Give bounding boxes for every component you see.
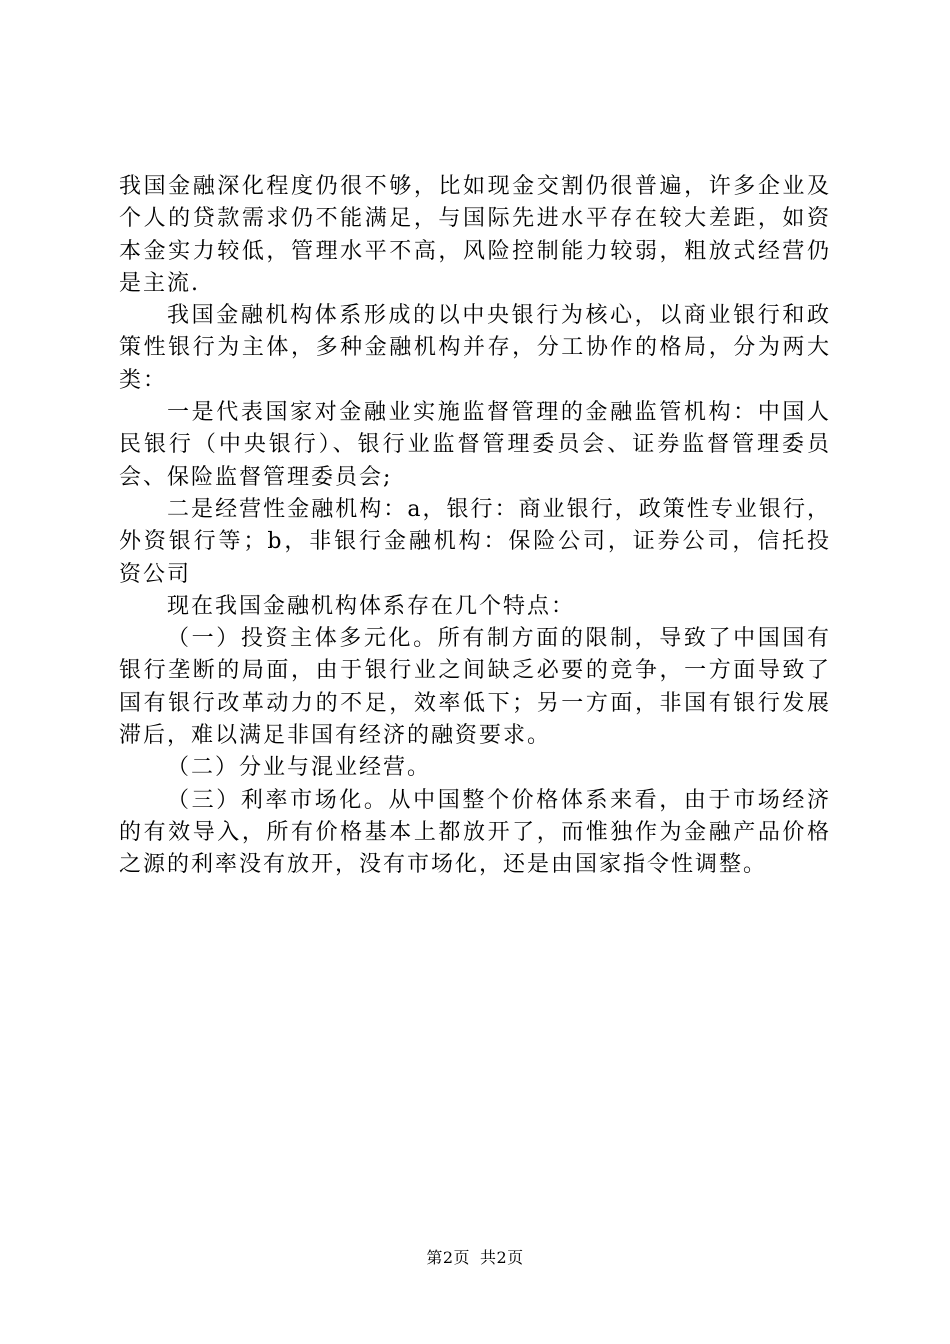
page-total: 共2页 [480, 1248, 524, 1267]
paragraph-operating-institutions: 二是经营性金融机构：a，银行：商业银行，政策性专业银行，外资银行等；b，非银行金融机构：保险公司，证券公司，信托投资公司 [119, 496, 831, 587]
paragraph-features-intro: 现在我国金融机构体系存在几个特点： [167, 593, 576, 619]
paragraph-regulatory-institutions: 一是代表国家对金融业实施监督管理的金融监管机构：中国人民银行（中央银行）、银行业监督管理委员会、证券监督管理委员会、保险监督管理委员会; [119, 400, 831, 490]
page-number: 第2页 [426, 1248, 470, 1267]
paragraph-financial-deepening: 我国金融深化程度仍很不够，比如现金交割仍很普遍，许多企业及个人的贷款需求仍不能满足，与国际先进水平存在较大差距，如资本金实力较低，管理水平不高，风险控制能力较弱，粗放式经营仍是主流. [119, 174, 831, 296]
paragraph-feature-one: （一）投资主体多元化。所有制方面的限制，导致了中国国有银行垄断的局面，由于银行业之间缺乏必要的竞争，一方面导致了国有银行改革动力的不足，效率低下；另一方面，非国有银行发展滞后，难以满足非国有经济的融资要求。 [119, 626, 831, 749]
document-body [119, 171, 831, 882]
paragraph-institution-system: 我国金融机构体系形成的以中央银行为核心，以商业银行和政策性银行为主体，多种金融机构并存，分工协作的格局，分为两大类： [119, 303, 831, 393]
page-footer [0, 1245, 950, 1268]
paragraph-feature-two: （二）分业与混业经营。 [167, 755, 432, 781]
paragraph-feature-three: （三）利率市场化。从中国整个价格体系来看，由于市场经济的有效导入，所有价格基本上都放开了，而惟独作为金融产品价格之源的利率没有放开，没有市场化，还是由国家指令性调整。 [119, 787, 831, 878]
